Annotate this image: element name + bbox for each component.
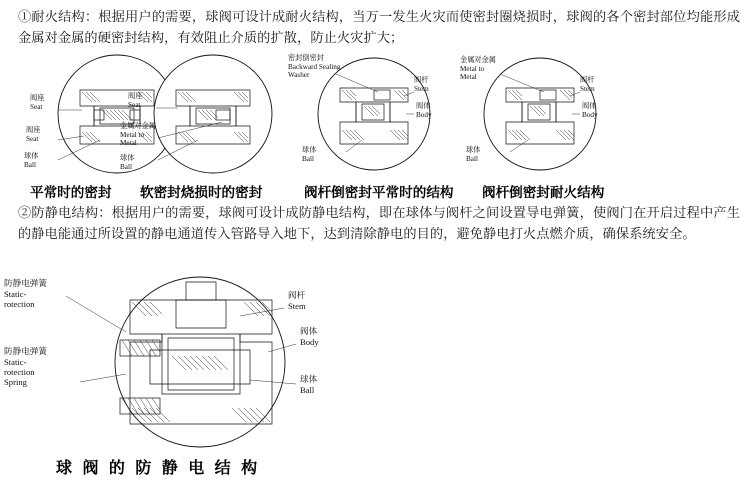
- diagram-soft-seal-burnt: [118, 48, 304, 180]
- svg-text:球体: 球体: [302, 145, 317, 154]
- diagram-stem-backward-seal-fire-safe: [452, 48, 638, 180]
- svg-text:Washer: Washer: [288, 71, 310, 79]
- svg-text:球体: 球体: [120, 153, 135, 162]
- svg-text:球体: 球体: [300, 374, 318, 384]
- bottom-figure-caption: 球 阀 的 防 静 电 结 构: [56, 460, 261, 477]
- svg-text:阀座: 阀座: [30, 93, 45, 102]
- paragraph-fire-safe-structure: ①耐火结构：根据用户的需要，球阀可设计成耐火结构，当万一发生火灾而使密封圈烧损时，球阀的各个密封部位均能形成金属对金属的硬密封结构，有效阻止介质的扩散，防止火灾扩大；: [18, 9, 740, 45]
- svg-text:阀杆: 阀杆: [414, 75, 429, 84]
- svg-text:防静电弹簧: 防静电弹簧: [4, 346, 47, 356]
- svg-text:Metal to: Metal to: [460, 65, 485, 73]
- svg-text:rotection: rotection: [4, 367, 35, 377]
- svg-text:球体: 球体: [24, 151, 39, 160]
- svg-text:Ball: Ball: [300, 385, 315, 395]
- svg-text:阀座: 阀座: [26, 125, 41, 134]
- svg-text:Stem: Stem: [580, 85, 595, 93]
- svg-text:Static-: Static-: [4, 357, 27, 367]
- svg-text:Backward Sealing: Backward Sealing: [288, 63, 341, 71]
- figure-captions-row: [18, 181, 732, 201]
- svg-text:阀杆: 阀杆: [288, 290, 306, 300]
- svg-text:阀体: 阀体: [300, 326, 318, 336]
- svg-text:Metal: Metal: [460, 73, 477, 81]
- diagram-stem-backward-seal-normal: [286, 48, 472, 180]
- svg-text:Ball: Ball: [24, 161, 36, 169]
- svg-text:金属对金属: 金属对金属: [460, 55, 496, 64]
- svg-text:Static-: Static-: [4, 289, 27, 299]
- svg-text:Metal to: Metal to: [120, 131, 145, 139]
- svg-text:Stem: Stem: [288, 301, 306, 311]
- svg-text:Spring: Spring: [4, 377, 27, 387]
- figure-row-sealing-structures: [0, 48, 747, 180]
- svg-text:阀体: 阀体: [582, 101, 597, 110]
- svg-text:Body: Body: [300, 337, 319, 347]
- svg-text:球体: 球体: [466, 145, 481, 154]
- figure-caption-2: 软密封烧损时的密封: [140, 185, 263, 200]
- svg-text:金属对金属: 金属对金属: [120, 121, 156, 130]
- svg-text:Ball: Ball: [466, 155, 478, 163]
- diagram-antistatic-structure: [0, 272, 520, 452]
- svg-text:阀杆: 阀杆: [580, 75, 595, 84]
- svg-text:密封倒密封: 密封倒密封: [288, 53, 324, 62]
- svg-text:阀体: 阀体: [416, 101, 431, 110]
- svg-text:Seat: Seat: [128, 101, 141, 109]
- svg-text:Ball: Ball: [302, 155, 314, 163]
- paragraph-antistatic-structure: ②防静电结构：根据用户的需要，球阀可设计成防静电结构，即在球体与阀杆之间设置导电弹簧，使阀门在开启过程中产生的静电能通过所设置的静电通道传入管路导入地下，达到清除静电的目的，避免静电打火点燃介质，确保系统安全。: [18, 205, 740, 241]
- svg-text:Metal: Metal: [120, 139, 137, 147]
- figure-caption-3: 阀杆倒密封平常时的结构: [304, 185, 454, 200]
- svg-text:rotection: rotection: [4, 299, 35, 309]
- figure-caption-4: 阀杆倒密封耐火结构: [482, 185, 605, 200]
- svg-text:Seat: Seat: [26, 135, 39, 143]
- svg-text:Seat: Seat: [30, 103, 43, 111]
- svg-text:防静电弹簧: 防静电弹簧: [4, 278, 47, 288]
- figure-caption-1: 平常时的密封: [30, 185, 112, 200]
- svg-text:Body: Body: [416, 111, 432, 119]
- svg-text:Stem: Stem: [414, 85, 429, 93]
- svg-text:Ball: Ball: [120, 163, 132, 171]
- svg-text:阀座: 阀座: [128, 91, 143, 100]
- svg-text:Body: Body: [582, 111, 598, 119]
